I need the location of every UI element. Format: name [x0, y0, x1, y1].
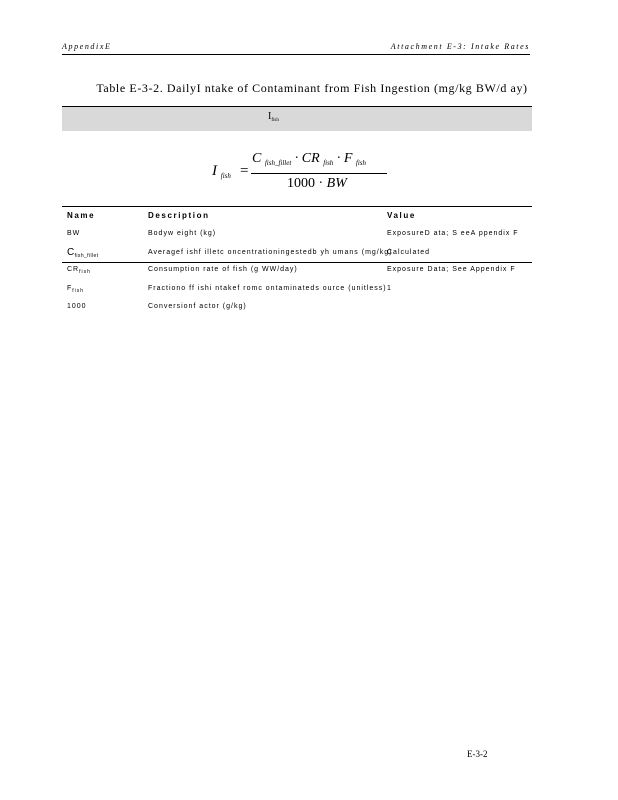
row-divider	[62, 262, 532, 263]
header-attachment: Attachment E-3: Intake Rates	[390, 42, 530, 51]
column-header-name: Name	[67, 211, 96, 220]
row-value: 1	[387, 285, 392, 292]
fraction-bar	[251, 173, 387, 174]
row-description: Bodyw eight (kg)	[148, 230, 217, 237]
header-divider	[62, 54, 530, 55]
row-name: $C_{fish\_fillet}$	[67, 247, 99, 259]
row-description: Consumption rate of fish (g WW/day)	[148, 266, 298, 273]
row-description: Fractiono ff ishi ntakef romc ontaminateds ource (unitless)	[148, 285, 387, 292]
row-name: $CR_{fish}$	[67, 266, 91, 275]
row-value: ExposureD ata; S eeA ppendix F	[387, 230, 519, 237]
band-label: $I_{fish}$	[268, 111, 279, 123]
row-name: $F_{fish}$	[67, 285, 85, 294]
row-name: 1000	[67, 303, 87, 310]
header-appendix: AppendixE	[62, 42, 112, 51]
equation-lhs: I $_{fish}$	[212, 163, 231, 180]
row-name: BW	[67, 230, 81, 237]
equation-denominator: 1000 · BW	[287, 176, 347, 191]
equation-numerator: C $_{fish\_fillet}$ · CR $_{fish}$ · F $_{fish}$	[252, 151, 366, 167]
variable-band	[62, 107, 532, 131]
equals-sign: =	[240, 163, 249, 179]
row-description: Averagef ishf illetc oncentrationingestedb yh umans (mg/kg)	[148, 249, 393, 256]
page-number: E-3-2	[467, 749, 488, 759]
table-top-rule	[62, 206, 532, 207]
column-header-value: Value	[387, 211, 416, 220]
column-header-description: Description	[148, 211, 210, 220]
row-description: Conversionf actor (g/kg)	[148, 303, 247, 310]
row-value: Exposure Data; See Appendix F	[387, 266, 516, 273]
table-title: Table E-3-2. DailyI ntake of Contaminant from Fish Ingestion (mg/kg BW/d ay)	[96, 81, 528, 95]
row-value: Calculated	[387, 249, 431, 256]
